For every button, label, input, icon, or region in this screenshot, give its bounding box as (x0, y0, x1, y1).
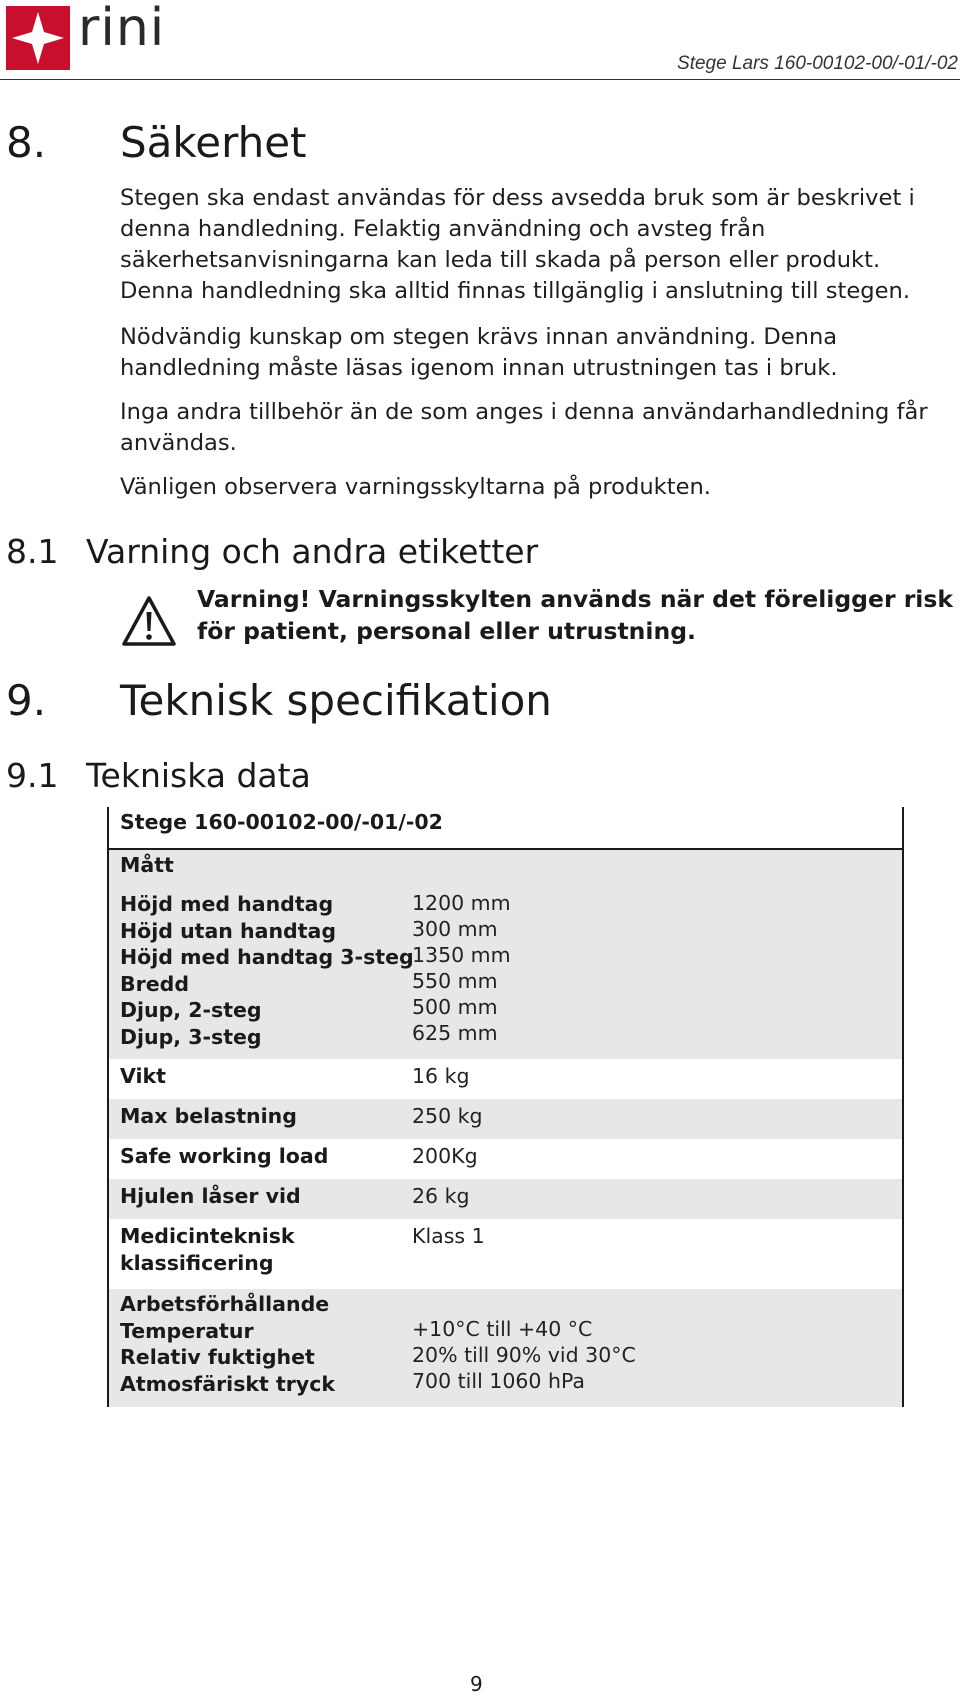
table-row-value: 550 mm (412, 969, 498, 993)
table-row-value: 250 kg (412, 1104, 483, 1128)
section-title: Teknisk specifikation (120, 676, 552, 725)
table-row-value: 700 till 1060 hPa (412, 1369, 585, 1393)
section-title: Tekniska data (86, 756, 311, 795)
table-row-label: Max belastning (120, 1104, 297, 1128)
table-row-label: Medicinteknisk (120, 1224, 295, 1248)
table-row-label: Vikt (120, 1064, 166, 1088)
table-row-label: klassificering (120, 1250, 274, 1275)
header-divider (0, 79, 960, 80)
logo-wordmark: rini (78, 0, 166, 58)
table-row-label: Temperatur (120, 1318, 254, 1343)
table-row-value: +10°C till +40 °C (412, 1317, 593, 1341)
section-number: 8.1 (6, 532, 59, 571)
table-row-value: 1200 mm (412, 891, 511, 915)
table-row-value: 300 mm (412, 917, 498, 941)
section-number: 8. (6, 118, 47, 167)
table-row-value: 625 mm (412, 1021, 498, 1045)
table-row-value: 200Kg (412, 1144, 478, 1168)
section-8-1-heading (6, 532, 906, 575)
section-9-heading (6, 676, 906, 728)
table-row-label: Hjulen låser vid (120, 1184, 301, 1208)
section-number: 9. (6, 676, 47, 725)
table-band (109, 850, 902, 884)
table-row-value: Klass 1 (412, 1224, 485, 1248)
star-logo-icon (6, 6, 70, 70)
company-logo (6, 6, 70, 70)
spec-table (107, 807, 904, 1407)
table-row-label: Arbetsförhållande (120, 1292, 330, 1316)
table-row-value: 1350 mm (412, 943, 511, 967)
section-number: 9.1 (6, 756, 59, 795)
paragraph: Vänligen observera varningsskyltarna på produkten. (120, 474, 711, 500)
warning-text: Varning! Varningsskylten används när det föreligger risk för patient, personal eller utrustning. (197, 585, 953, 645)
table-row-label: Relativ fuktighet (120, 1345, 315, 1369)
table-row-label: Höjd utan handtag (120, 918, 337, 943)
warning-triangle-icon (121, 595, 177, 647)
document-reference: Stege Lars 160-00102-00/-01/-02 (677, 53, 958, 74)
section-9-1-heading (6, 756, 906, 799)
table-row-value: 26 kg (412, 1184, 470, 1208)
table-row-label: Atmosfäriskt tryck (120, 1371, 336, 1396)
table-row-value: 500 mm (412, 995, 498, 1019)
section-8-heading (6, 118, 906, 170)
table-row-value: 20% till 90% vid 30°C (412, 1343, 636, 1367)
section-title: Säkerhet (120, 118, 307, 167)
table-row-label: Mått (120, 853, 174, 877)
page-number: 9 (470, 1672, 483, 1696)
table-row-value: 16 kg (412, 1064, 470, 1088)
table-row-label: Höjd med handtag 3-steg (120, 945, 414, 969)
table-row-label: Höjd med handtag (120, 892, 334, 916)
section-title: Varning och andra etiketter (86, 532, 539, 571)
paragraph: Stegen ska endast användas för dess avsedda bruk som är beskrivet i denna handledning. Felaktig användning och avsteg från säkerhetsanvisningarna kan leda till skada på person eller produkt. Denna handledning ska alltid finnas tillgänglig i anslutning till stegen. (120, 185, 915, 304)
table-row-label: Safe working load (120, 1144, 329, 1168)
paragraph: Inga andra tillbehör än de som anges i denna användarhandledning får användas. (120, 399, 928, 456)
table-title: Stege 160-00102-00/-01/-02 (120, 810, 443, 834)
paragraph: Nödvändig kunskap om stegen krävs innan användning. Denna handledning måste läsas igenom innan utrustningen tas i bruk. (120, 324, 838, 381)
table-row-label: Djup, 2-steg (120, 998, 262, 1022)
table-row-label: Bredd (120, 971, 189, 996)
table-row-label: Djup, 3-steg (120, 1024, 262, 1049)
table-border-right (902, 807, 904, 1407)
